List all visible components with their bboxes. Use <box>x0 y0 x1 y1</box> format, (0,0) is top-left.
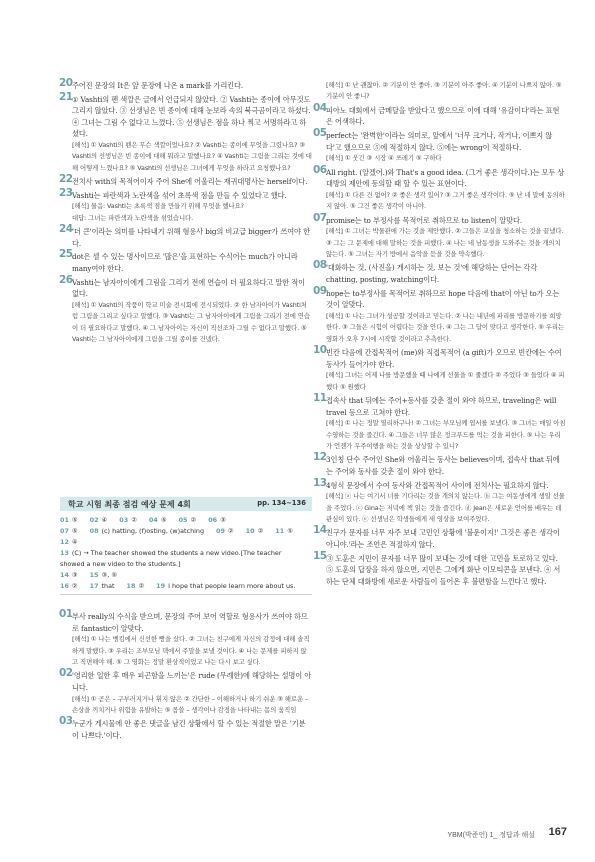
item-number: 04 <box>313 101 327 114</box>
test-pages: pp. 134~136 <box>257 499 306 507</box>
answer-value: ⑤ <box>71 527 78 535</box>
item-number: 24 <box>59 223 73 236</box>
item-number: 11 <box>313 392 327 404</box>
item-number: 05 <box>313 127 327 139</box>
item-number: 01 <box>59 608 73 620</box>
item-number: 21 <box>59 90 73 103</box>
answer-item <box>59 715 312 741</box>
answer-cell <box>156 581 295 592</box>
answer-cell <box>127 581 145 592</box>
item-number: 10 <box>313 344 327 356</box>
item-translation: [해석] ① 그녀는 박물관에 가는 것을 제안했다. ② 그들은 교실을 청소하는 것을 끝냈다. ③ 그는 그 문제에 대해 말하는 것을 피했다. ④ 나는 네 남동생을 도와주는 것을 개의치 않는다. ⑤ 그녀는 자기 방에서 음악을 듣을 것을 약속했다. <box>326 227 564 258</box>
item-number: 12 <box>313 451 327 464</box>
page-number: 167 <box>548 826 567 838</box>
left-column-lower <box>59 608 312 744</box>
divider <box>60 594 312 595</box>
answer-cell <box>119 515 137 526</box>
item-explanation: 피아노 대회에서 금메달을 받았다고 했으므로 이에 대해 '유감이다'라는 표현은 어색하다. <box>326 105 560 127</box>
item-explanation: All right. (알겠어.)와 That's a good idea. (그거 좋은 생각이다.)는 모두 상대방의 제안에 동의할 때 할 수 있는 표현이다. <box>326 167 565 189</box>
answer-item <box>313 344 566 393</box>
answer-item <box>313 259 566 285</box>
answer-item <box>59 273 312 346</box>
answer-key: 03 <box>119 516 129 524</box>
answer-key: 09 <box>216 527 225 535</box>
answer-cell <box>90 515 108 526</box>
answer-row <box>60 526 312 537</box>
answer-item <box>59 248 312 274</box>
answer-value: ④ <box>71 538 78 546</box>
item-explanation: 부사 really의 수식을 받으며, 문장의 주어 보어 역할로 형용사가 쓰여야 하므로 fantastic이 알맞다. <box>72 612 308 633</box>
answer-value: I hope that people learn more about us. <box>168 582 296 590</box>
item-translation: [해석] 그녀는 어제 나를 방문했을 때 나에게 선물을 ① 줄겠다 ② 주었다 ③ 들었다 ④ 피했다 ⑤ 원했다 <box>326 371 565 391</box>
item-number: 08 <box>313 259 327 272</box>
item-explanation: ③ 도훈은 지민이 문자를 너무 많이 보내는 것에 대한 고민을 토로하고 있다. ⑤ 도훈의 답장을 하지 않으면, 지민은 그에게 화난 이모티콘을 보낸다. ④ 서하는 단체 대화방에 새로운 사람들이 들어온 후 불편함을 느낀다고 했다. <box>326 553 561 586</box>
answer-key: 06 <box>208 516 218 524</box>
item-explanation: 누군가 게시물에 안 좋은 댓글을 남긴 상황에서 할 수 있는 적절한 말은 '기분이 나쁘다.'이다. <box>72 719 306 740</box>
item-explanation: '대화하는 것, (사진을) 게시하는 것, 보는 것'에 해당하는 단어는 각각 chatting, posting, watching이다. <box>326 263 538 284</box>
answer-cell <box>246 526 264 537</box>
answer-key: 02 <box>89 516 99 524</box>
answer-cell <box>60 537 78 548</box>
answer-key: 18 <box>126 582 136 590</box>
item-explanation: 접속사 that 뒤에는 주어+동사를 갖춘 절이 와야 하므로, traveling은 will travel 등으로 고쳐야 한다. <box>326 396 557 417</box>
answer-key: 13 <box>60 549 69 557</box>
answer-value: ② <box>257 527 264 535</box>
answer-item <box>59 90 312 175</box>
item-number: 02 <box>59 667 73 680</box>
answer-row <box>60 515 312 526</box>
answer-value: ④ <box>101 516 108 524</box>
answer-key: 15 <box>89 571 99 579</box>
answer-item <box>59 223 312 249</box>
answer-cell <box>179 515 197 526</box>
answer-cell <box>90 570 117 581</box>
item-translation: [해석] ① 다른 건 없어? ② 좋은 생각 있어? ③ 그거 좋은 생각이다. ⑤ 난 네 말에 동의하지 않아. ⑤ 그건 좋은 생각이 아니야. <box>326 190 565 211</box>
answer-value: (c) hatting, (f)osting, (w)atching <box>101 527 205 535</box>
answer-value: ② <box>131 516 137 524</box>
item-explanation: dot은 셀 수 있는 명사이므로 '많은'을 표현하는 수식어는 much가 아니라 many여야 한다. <box>72 252 298 273</box>
item-explanation: promise는 to 부정사를 목적어로 취하므로 to listen이 알맞다. <box>326 215 523 225</box>
answer-cell <box>60 515 78 526</box>
item-explanation: 3인칭 단수 주어인 She와 어울리는 동사는 believes이며, 접속사 that 뒤에는 주어와 동사를 갖춘 절이 와야 한다. <box>326 455 560 476</box>
answer-key: 11 <box>275 527 285 535</box>
answer-item <box>313 284 566 345</box>
answer-item <box>313 476 566 526</box>
answer-row <box>60 537 312 581</box>
item-number: 22 <box>59 173 73 186</box>
answer-cell <box>60 581 78 592</box>
right-column <box>314 80 566 589</box>
answer-value: ③ <box>220 516 226 524</box>
answer-grid <box>60 511 312 592</box>
answer-cell <box>149 515 167 526</box>
footer-text: YBM(박준언) 1_ 정답과 해설 <box>447 832 535 839</box>
test-header <box>60 497 312 511</box>
answer-value: (C) → The teacher showed the students a new video.[The teacher showed a new video to the students.] <box>60 549 282 568</box>
answer-value: ② <box>190 516 197 524</box>
item-translation: [해석] 물음: Vashti는 초록색 점을 만들기 위해 무엇을 했나요? <box>72 202 244 211</box>
answer-cell <box>60 570 78 581</box>
answer-item <box>314 80 566 103</box>
answer-key: 17 <box>89 582 99 590</box>
answer-value: ② <box>227 527 234 535</box>
answer-cell <box>60 548 300 570</box>
item-translation: [해석] ① 곧은 – 구부러지거나 휘지 않은 ② 간단한 – 이해하거나 하기 쉬운 ③ 해로운 – 손상을 끼치거나 위험을 유발하는 ⑤ 몹쓸 – 생각이나 감정을 나타내는 몸의 움직임 <box>72 694 309 714</box>
item-explanation: 4형식 문장에서 수여 동사와 간접목적어 사이에 전치사는 필요하지 않다. <box>326 480 549 490</box>
answer-key: 04 <box>148 516 158 524</box>
item-explanation: 전치사 with의 목적어이자 주어 She에 어울리는 재귀대명사는 herself이다. <box>72 177 308 187</box>
item-translation: [해석] ① 난 괜찮아. ② 기분이 안 좋아. ③ 기분이 아주 좋아. ④ 기분이 나쁘지 않아. ⑤ 기분이 안 좋니? <box>326 81 562 101</box>
answer-cell <box>90 526 204 537</box>
item-translation: [해석] ① Vashti의 작품이 학교 미술 전시회에 전시되었다. ② 한 남자아이가 Vashti처럼 그림을 그리고 싶다고 말했다. ③ Vashti는 그 남자아이에게 그림을 그리기 전에 연습이 더 필요하다고 말했다. ④ 그 남자아이는 자신이 직선조차 그릴 수 없다고 말했다. ⑤ Vashti는 그 남자아이에게 그림을 그릴 종이를 건넸다. <box>72 300 310 343</box>
answer-item <box>59 667 312 716</box>
item-number: 20 <box>59 77 73 89</box>
item-number: 14 <box>313 524 327 537</box>
answer-item <box>313 392 566 452</box>
answer-cell <box>208 515 226 526</box>
answer-cell <box>275 526 293 537</box>
answer-cell <box>60 526 78 537</box>
item-number: 03 <box>59 715 73 728</box>
answer-item <box>313 211 566 261</box>
item-explanation: 주어진 문장의 It은 앞 문장에 나온 a mark를 가리킨다. <box>72 81 244 90</box>
answer-item <box>313 127 566 165</box>
answer-value: ② <box>138 582 145 590</box>
item-translation: [해석] ① 나는 그녀가 성공할 것이라고 믿는다. ② 나는 내년에 파리를 방문하기를 희망한다. ③ 그들은 시험이 어렵다는 것을 안다. ④ 그는 그 답이 맞다고 생각한다. ⑤ 우리는 영화가 오후 7시에 시작할 것이라고 추측한다. <box>326 311 564 343</box>
item-number: 23 <box>59 186 73 199</box>
item-translation: [해석] ① Vashti의 펜은 무슨 색깔이었나요? ② Vashti는 종이에 무엇을 그렸나요? ③ Vashti의 선생님은 빈 종이에 대해 뭐라고 말했나요? ④ Vashti는 그림을 그리는 것에 대해 어떻게 느꼈나요? ⑤ Vashti의 선생님은 그녀에게 무엇을 하라고 요청했나요? <box>72 140 312 172</box>
item-explanation: 친구가 문자를 너무 자주 보내 고민인 상황에 '불운이지!' 그것은 좋은 생각이 아니야.'라는 조언은 적절하지 않다. <box>326 528 560 549</box>
answer-value: ③, ⑤ <box>101 571 118 579</box>
answer-item <box>313 451 566 477</box>
answer-item <box>313 549 566 588</box>
answer-row <box>60 581 312 592</box>
item-explanation: 빈칸 다음에 간접목적어 (me)와 직접목적어 (a gift)가 오므로 빈칸에는 수여 동사가 들어가야 한다. <box>326 348 562 369</box>
item-number: 09 <box>313 284 327 297</box>
answer-key: 19 <box>156 582 166 590</box>
item-explanation: perfect는 '완벽한'이라는 의미로, 앞에서 '너무 크거나, 작거나, 이쁘지 않다'고 했으므로 ⑤에 적절하지 않다. ⑤에는 wrong이 적절하다. <box>326 131 553 152</box>
answer-value: ③ <box>71 571 78 579</box>
answer-cell <box>216 526 234 537</box>
answer-item <box>59 186 312 224</box>
answer-value: ⑤ <box>160 516 167 524</box>
answer-key: 12 <box>60 538 69 546</box>
test-title: 학교 시험 최종 점검 예상 문제 4회 <box>68 500 191 509</box>
test-answer-box <box>60 497 312 592</box>
answer-key: 01 <box>60 516 69 524</box>
answer-cell <box>90 581 115 592</box>
item-number: 07 <box>313 211 327 224</box>
item-explanation: Vashti는 남자아이에게 그림을 그리기 전에 연습이 더 필요하다고 말한 적이 없다. <box>72 277 305 299</box>
left-column <box>59 77 312 347</box>
item-translation: [해석] ① 나는 정말 열리하구나! ② 그녀는 부모님께 엽서를 보냈다. ③ 그녀는 매일 아침 수영하는 것을 즐긴다. ④ 그들은 너무 많은 정크푸드를 먹는 것을 피한다. ⑤ 나는 우리가 언젠가 우주여행을 하는 것을 상상할 수 있니? <box>326 419 566 450</box>
item-explanation: hope는 to부정사를 목적어로 취하므로 hope 다음에 that이 아닌 to가 오는 것이 알맞다. <box>326 288 560 310</box>
answer-item <box>59 608 312 668</box>
answer-key: 07 <box>60 527 69 535</box>
item-explanation: ① Vashti의 펜 색깔은 글에서 언급되지 않았다. ② Vashti는 종이에 아무것도 그리지 않았다. ③ 선생님은 빈 종이에 대해 눈보라 속의 북극곰이라고 하셨다. ④ 그녀는 그림 수 없다고 느꼈다. ⑤ 선생님은 점을 하나 찍고 서명하라고 하셨다. <box>72 94 311 139</box>
answer-value: ⑤ <box>287 527 293 535</box>
item-explanation: '더 큰'이라는 의미를 나타내기 위해 형용사 big의 비교급 bigger가 쓰여야 한다. <box>72 227 310 248</box>
answer-item <box>59 77 312 92</box>
answer-item <box>313 163 566 213</box>
answer-item <box>313 524 566 550</box>
answer-key: 14 <box>60 571 69 579</box>
item-translation: [해석] ⓐ 나는 여기서 너를 기다리는 것을 개의치 않는다. ⓑ 그는 여동생에게 생일 선물을 주었다. ⓒ Gina는 저녁에 책 읽는 것을 즐긴다. ⓓ Jean은 새로운 언어를 배우는 데 관심이 있다. ⓔ 선생님은 학생들에게 새 영상을 보여주었다. <box>326 492 565 523</box>
item-number: 25 <box>59 248 73 261</box>
answer-item <box>59 173 312 188</box>
answer-key: 16 <box>60 582 69 590</box>
answer-key: 08 <box>89 527 99 535</box>
item-explanation: '영리한 일한 후 매우 피곤함을 느끼는'은 rude (무례한)에 해당하는 설명이 아니다. <box>72 671 312 692</box>
item-number: 26 <box>59 273 73 286</box>
item-translation: [해석] ① 웃긴 ③ 시장 ④ 쓰레기 ⑤ 구하다 <box>326 154 442 163</box>
item-number: 13 <box>313 476 327 489</box>
answer-value: that <box>101 582 115 590</box>
item-number: 15 <box>313 549 327 562</box>
item-translation: 대답: 그녀는 파란색과 노란색을 섞었습니다. <box>72 213 194 222</box>
item-number: 06 <box>313 163 327 176</box>
answer-key: 10 <box>245 527 255 535</box>
item-translation: [해석] ① 나는 벵킴에서 신선한 빵을 샀다. ② 그녀는 친구에게 자신의 감정에 대해 솔직하게 말했다. ③ 우리는 조부모님 댁에서 주말을 보낼 것이다. ④ 나는 문제를 피하지 않고 직면해야 해. ⑤ 그 영화는 정말 환상적이었고 나는 다시 보고 싶다. <box>72 635 310 666</box>
item-explanation: Vashti는 파란색과 노란색을 섞어 초록색 점을 만들 수 있었다고 했다. <box>72 190 287 200</box>
answer-item <box>313 101 566 128</box>
answer-value: ② <box>71 582 78 590</box>
answer-key: 05 <box>178 516 188 524</box>
answer-value: ⑤ <box>71 516 78 524</box>
